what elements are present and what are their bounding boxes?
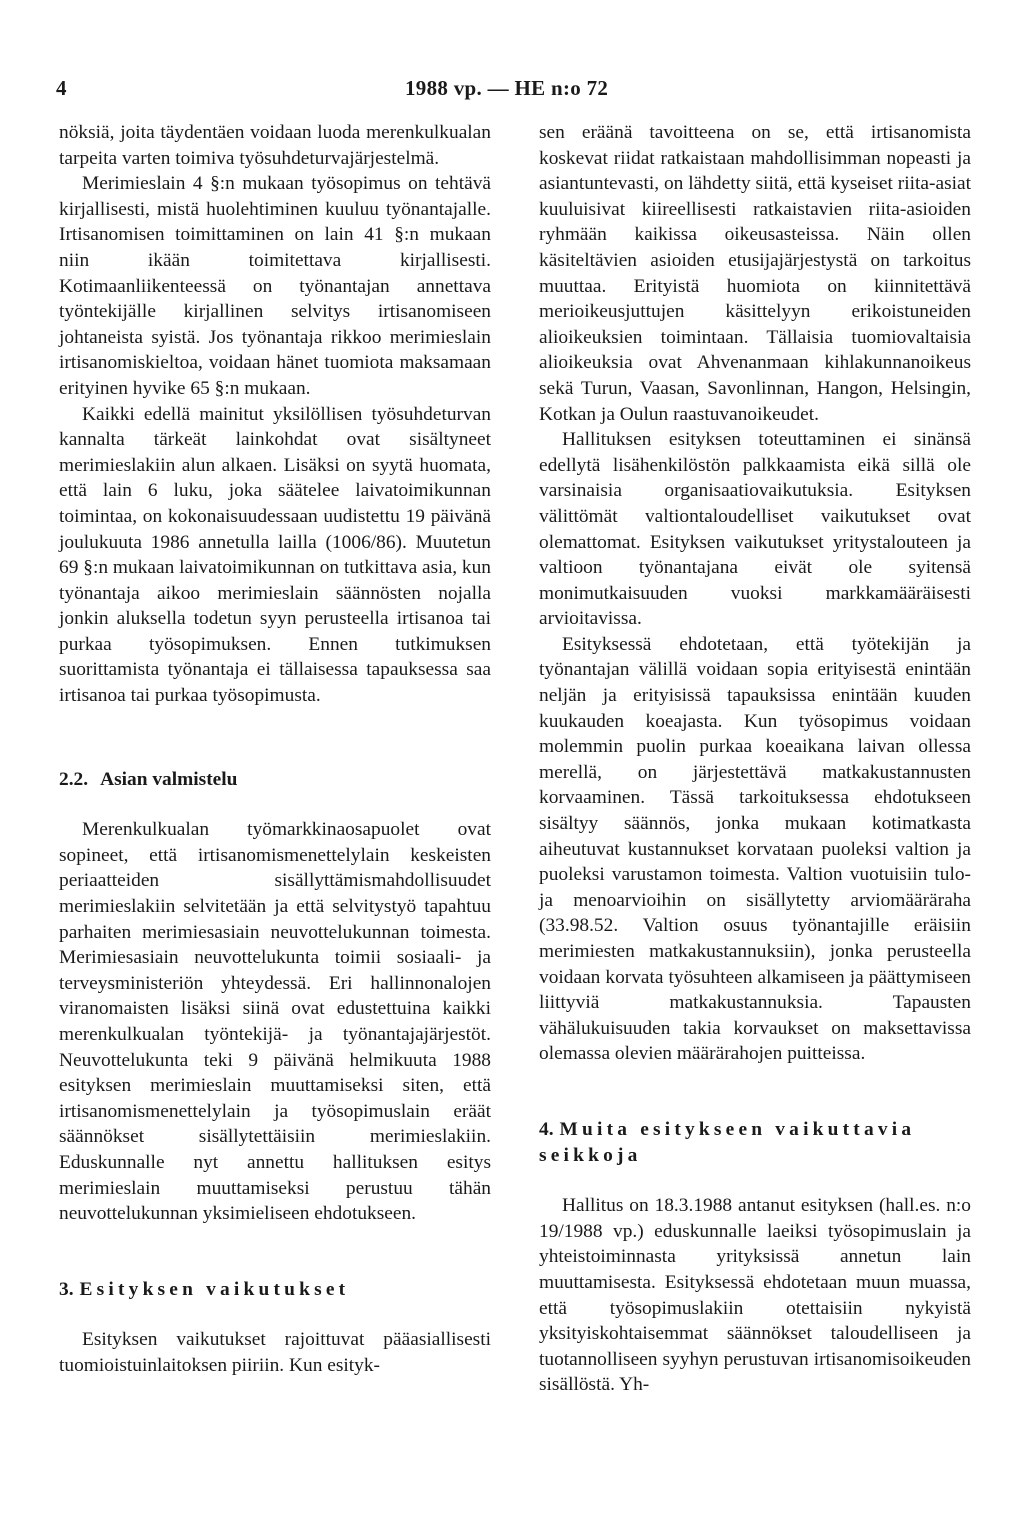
section-title: Asian valmistelu <box>100 768 238 790</box>
paragraph: Merimieslain 4 §:n mukaan työsopimus on tehtävä kirjallisesti, mistä huolehtiminen kuuluu työnantajalle. Irtisanomisen toimittaminen on lain 41 §:n mukaan niin ikään toimitettava kirjallisesti. Kotimaanliikenteessä on työnantajan annettava työntekijälle kirjallinen selvitys irtisanomiseen johtaneista syistä. Jos työnantaja rikkoo merimieslain irtisanomiskieltoa, voidaan hänet tuomiota maksamaan erityinen hyvike 65 §:n mukaan. <box>59 173 491 399</box>
paragraph: Hallitus on 18.3.1988 antanut esityksen (hall.es. n:o 19/1988 vp.) eduskunnalle laeiksi työsopimuslain ja yhteistoiminnasta yrityksissä annetun lain muuttamisesta. Esityksessä ehdotetaan muun muassa, että työsopimuslakiin otettaisiin nykyistä yksityiskohtaisemmat säännökset taloudelliseen ja tuotannolliseen syyhyn perustuvan irtisanomisoikeuden sisällöstä. Yh- <box>539 1195 971 1396</box>
page-number: 4 <box>56 76 67 100</box>
section-number: 4. <box>539 1118 554 1140</box>
section-heading-3 <box>59 1277 491 1303</box>
paragraph: Esityksessä ehdotetaan, että työtekijän ja työnantajan välillä voidaan sopia erityisestä enintään neljän ja erityisissä tapauksissa enintään kuuden kuukauden koeajasta. Kun työsopimus voidaan molemmin puolin purkaa koeaikana laivan ollessa merellä, on järjestettävä matkakustannusten korvaaminen. Tässä tarkoituksessa ehdotukseen sisältyy säännös, jonka mukaan kotimatkasta aiheutuvat kustannukset korvataan puoleksi valtion ja puoleksi varustamon toimesta. Valtion vuotuisiin tulo- ja menoarvioihin on sisällytetty arviomääräraha (33.98.52. Valtion osuus työnantajille eräisiin merimiesten matkakustannuksiin), jonka perusteella voidaan korvata työsuhteen alkamiseen ja päättymiseen liittyviä matkakustannuksia. Tapausten vähälukuisuuden takia korvaukset on maksettavissa olemassa olevien määrärahojen puitteissa. <box>539 633 971 1065</box>
right-column <box>539 120 971 1398</box>
section-heading-2-2 <box>59 767 491 793</box>
paragraph: nöksiä, joita täydentäen voidaan luoda merenkulkualan tarpeita varten toimiva työsuhdeturvajärjestelmä. <box>59 122 491 169</box>
section-number: 2.2. <box>59 768 89 790</box>
paragraph: Kaikki edellä mainitut yksilöllisen työsuhdeturvan kannalta tärkeät lainkohdat ovat sisältyneet merimieslakiin alun alkaen. Lisäksi on syytä huomata, että lain 6 luku, joka säätelee laivatoimikunnan toimintaa, on kokonaisuudessaan uudistettu 19 päivänä joulukuuta 1986 annetulla lailla (1006/86). Muutetun 69 §:n mukaan laivatoimikunnan on tutkittava asia, kun työnantaja aikoo merimieslain säännösten nojalla jonkin aluksella todetun syyn perusteella irtisanoa tai purkaa työsopimuksen. Ennen tutkimuksen suorittamista työnantaja ei tällaisessa tapauksessa saa irtisanoa tai purkaa työsopimusta. <box>59 403 491 707</box>
running-header: 1988 vp. — HE n:o 72 <box>405 76 609 100</box>
paragraph: Esityksen vaikutukset rajoittuvat pääasiallisesti tuomioistuinlaitoksen piiriin. Kun esityk- <box>59 1329 491 1376</box>
section-number: 3. <box>59 1278 74 1300</box>
section-title: Muita esitykseen vaikuttavia seikkoja <box>539 1118 916 1166</box>
paragraph: Merenkulkualan työmarkkinaosapuolet ovat sopineet, että irtisanomismenettelylain keskeisten periaatteiden sisällyttämismahdollisuudet merimieslakiin selvitetään ja että selvitystyö tapahtuu parhaiten merimiesasiain neuvottelukunnan toimesta. Merimiesasiain neuvottelukunta toimii sosiaali- ja terveysministeriön yhteydessä. Eri hallinnonalojen viranomaisten lisäksi siinä ovat edustettuina kaikki merenkulkualan työntekijä- ja työnantajajärjestöt. Neuvottelukunta teki 9 päivänä helmikuuta 1988 esityksen merimieslain muuttamiseksi siten, että irtisanomismenettelylain ja työsopimuslain eräät säännökset sisällytettäisiin merimieslakiin. Eduskunnalle nyt annettu hallituksen esitys merimieslain muuttamiseksi perustuu tähän neuvottelukunnan yksimieliseen ehdotukseen. <box>59 819 491 1225</box>
paragraph: Hallituksen esityksen toteuttaminen ei sinänsä edellytä lisähenkilöstön palkkaamista eikä sillä ole varsinaisia organisaatiovaikutuksia. Esityksen välittömät valtiontaloudelliset vaikutukset ovat olemattomat. Esityksen vaikutukset yritystalouteen ja valtioon työnantajana eivät ole syitensä monimutkaisuuden vuoksi markkamääräisesti arvioitavissa. <box>539 429 971 630</box>
section-title: Esityksen vaikutukset <box>79 1278 350 1300</box>
left-column <box>59 120 491 1379</box>
paragraph: sen eräänä tavoitteena on se, että irtisanomista koskevat riidat ratkaistaan mahdollisimman nopeasti ja asiantuntevasti, on lähdetty siitä, että kyseiset riita-asiat kuuluisivat kiireellisesti ratkaistavien riita-asioiden ryhmään kaikissa oikeusasteissa. Näin ollen käsiteltävien asioiden etusijajärjestystä on tarkoitus muuttaa. Erityistä huomiota on kiinnitettävä merioikeusjuttujen käsittelyyn erikoistuneiden alioikeuksien toimintaan. Tällaisia tuomiovaltaisia alioikeuksia ovat Ahvenanmaan kihlakunnanoikeus sekä Turun, Vaasan, Savonlinnan, Hangon, Helsingin, Kotkan ja Oulun raastuvanoikeudet. <box>539 122 971 425</box>
section-heading-4 <box>539 1117 971 1168</box>
